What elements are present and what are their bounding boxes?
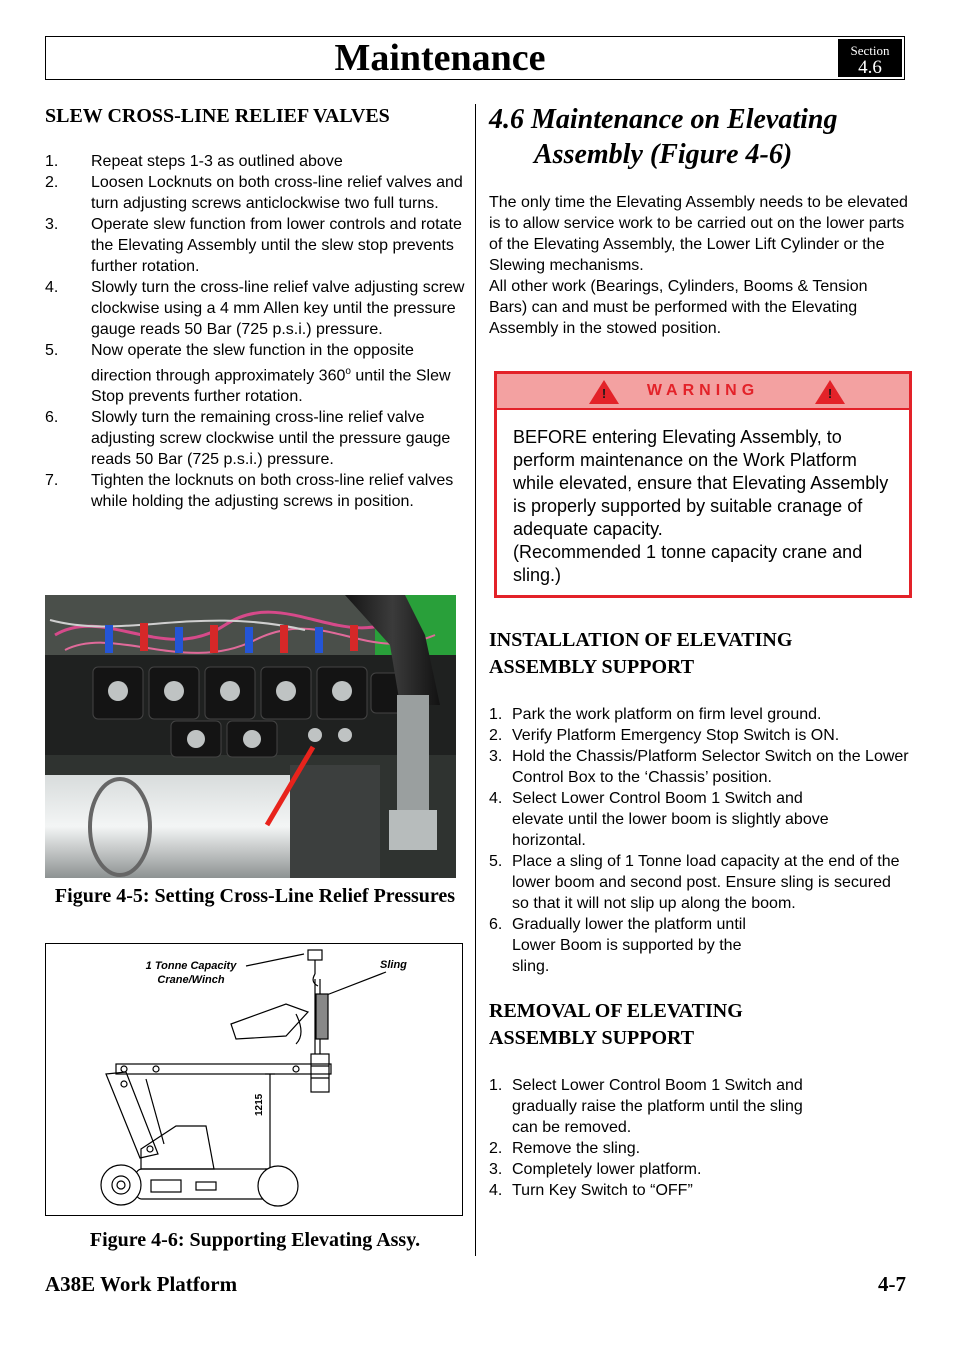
installation-heading: INSTALLATION OF ELEVATING ASSEMBLY SUPPORT (489, 629, 793, 678)
removal-section (489, 998, 909, 1201)
warning-box (494, 371, 912, 598)
column-divider (475, 104, 476, 1256)
warning-header: ! WARNING ! (497, 374, 909, 410)
figure-4-6-caption: Figure 4-6: Supporting Elevating Assy. (89, 1229, 421, 1251)
section-number: 4.6 (858, 57, 882, 78)
list-item: 4. Slowly turn the cross-line relief valve adjusting screw clockwise using a 4 mm Allen key until the pressure gauge reads 50 Bar (725 p.s.i.) pressure. (45, 279, 465, 338)
list-item: 4. Turn Key Switch to “OFF” (489, 1182, 693, 1199)
page-title: Maintenance (334, 37, 546, 79)
sling-label: Sling (380, 959, 407, 971)
list-item: 1. Park the work platform on firm level ground. (489, 706, 822, 723)
page-header (45, 36, 905, 80)
footer-product-name: A38E Work Platform (45, 1272, 238, 1296)
figure-4-6-diagram (45, 943, 463, 1216)
elevating-assembly-drawing (46, 944, 462, 1215)
intro-paragraph-1: The only time the Elevating Assembly needs to be elevated is to allow service work to be carried out on the lower parts of the Elevating Assembly, the Lower Lift Cylinder or the Slewing mechanisms. (489, 194, 908, 274)
list-item: 7. Tighten the locknuts on both cross-line relief valves while holding the adjusting screws in position. (45, 472, 454, 511)
figure-4-5-caption: Figure 4-5: Setting Cross-Line Relief Pressures (54, 885, 456, 907)
removal-heading: REMOVAL OF ELEVATING ASSEMBLY SUPPORT (489, 1000, 743, 1049)
installation-steps (489, 704, 909, 977)
dimension-label: 1215 (254, 1093, 265, 1116)
left-column (45, 102, 465, 512)
list-item: 5. Now operate the slew function in the opposite direction through approximately 360$^o$ until the Slew Stop prevents further rotation. (45, 342, 451, 406)
footer-page-number: 4-7 (878, 1272, 906, 1296)
slew-heading: SLEW CROSS-LINE RELIEF VALVES (45, 105, 390, 127)
warning-title: WARNING (646, 382, 760, 399)
list-item: 6. Gradually lower the platform until Lower Boom is supported by the sling. (489, 916, 746, 975)
list-item: 6. Slowly turn the remaining cross-line relief valve adjusting screw clockwise until the pressure gauge reads 50 Bar (725 p.s.i.) pressure. (45, 409, 451, 469)
list-item: 5. Place a sling of 1 Tonne load capacity at the end of the lower boom and second post. Ensure sling is secured so that it will not slip up along the boom. (489, 853, 900, 912)
crane-label: 1 Tonne Capacity Crane/Winch (145, 960, 237, 986)
right-column (489, 102, 909, 339)
list-item: 2. Verify Platform Emergency Stop Switch is ON. (489, 727, 840, 744)
list-item: 3. Hold the Chassis/Platform Selector Switch on the Lower Control Box to the ‘Chassis’ position. (489, 748, 909, 786)
list-item: 3. Operate slew function from lower controls and rotate the Elevating Assembly until the slew stop prevents further rotation. (45, 216, 462, 275)
installation-section (489, 627, 909, 977)
list-item: 2. Loosen Locknuts on both cross-line relief valves and turn adjusting screws anticlockwise two full turns. (45, 174, 463, 212)
list-item: 4. Select Lower Control Boom 1 Switch and elevate until the lower boom is slightly above horizontal. (489, 790, 829, 849)
warning-body: BEFORE entering Elevating Assembly, to perform maintenance on the Work Platform while elevated, ensure that Elevating Assembly is properly supported by suitable cranage of adequate capacity. (Recommended 1 tonne capacity crane and sling.) (513, 427, 889, 585)
figure-4-5-photo (45, 595, 456, 878)
list-item: 3. Completely lower platform. (489, 1161, 702, 1178)
list-item: 1. Select Lower Control Boom 1 Switch and gradually raise the platform until the sling can be removed. (489, 1077, 803, 1136)
section-heading: 4.6 Maintenance on Elevating Assembly (Figure 4-6) (489, 104, 838, 170)
section-badge (838, 39, 902, 77)
list-item: 1. Repeat steps 1-3 as outlined above (45, 153, 343, 170)
removal-steps (489, 1075, 909, 1201)
slew-steps (45, 151, 465, 512)
list-item: 2. Remove the sling. (489, 1140, 641, 1157)
valve-block-photo-illustration (45, 595, 456, 878)
intro-paragraph-2: All other work (Bearings, Cylinders, Booms & Tension Bars) can and must be performed with the Elevating Assembly in the stowed position. (489, 278, 868, 337)
section-label: Section (850, 43, 890, 58)
